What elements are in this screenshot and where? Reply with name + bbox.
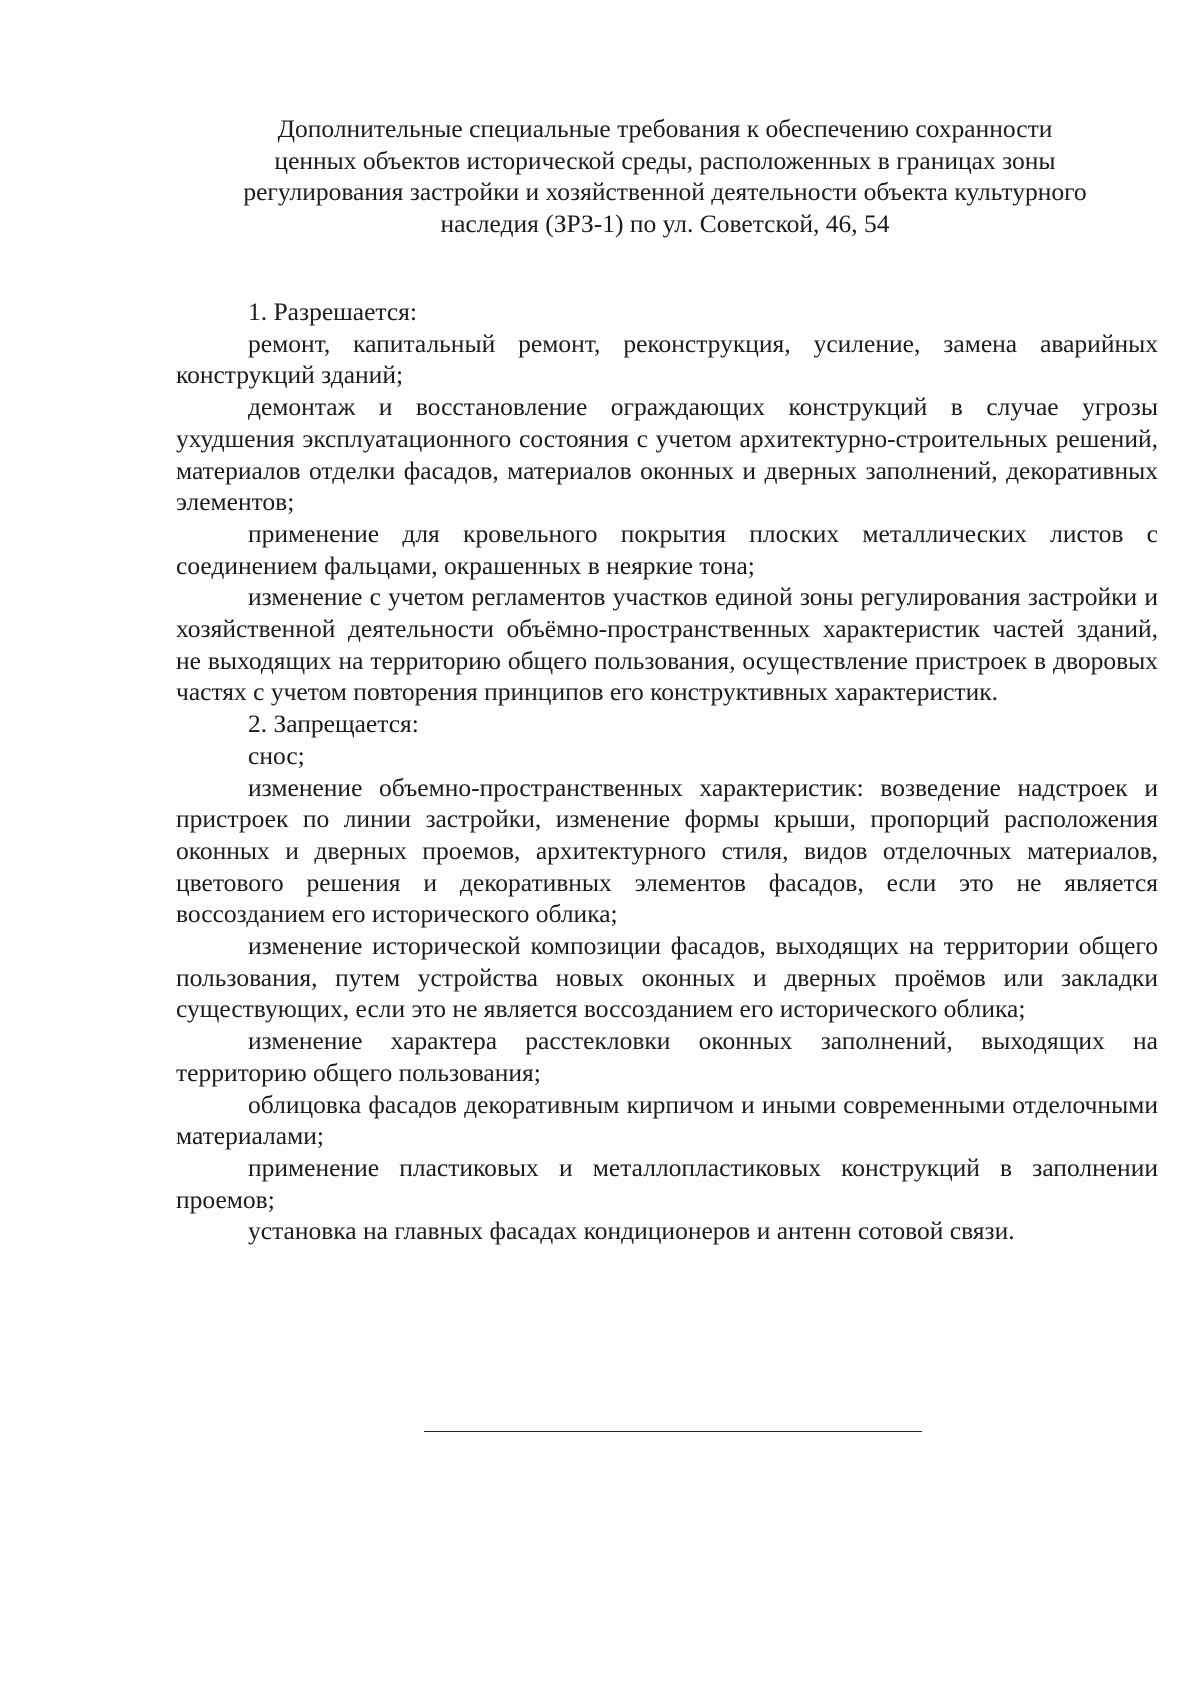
prohibited-item: облицовка фасадов декоративным кирпичом и иными современными отделочными материалами; bbox=[176, 1089, 1158, 1151]
allowed-item: демонтаж и восстановление ограждающих конструкций в случае угрозы ухудшения эксплуатационного состояния с учетом архитектурно-строительных решений, материалов отделки фасадов, материалов оконных и дверных заполнений, декоративных элементов; bbox=[176, 392, 1158, 517]
title-line: ценных объектов исторической среды, расположенных в границах зоны bbox=[274, 145, 1056, 175]
title-line: наследия (ЗРЗ-1) по ул. Советской, 46, 54 bbox=[440, 208, 890, 238]
allowed-item: применение для кровельного покрытия плоских металлических листов с соединением фальцами, окрашенных в неяркие тона; bbox=[176, 518, 1158, 580]
title-line: Дополнительные специальные требования к обеспечению сохранности bbox=[277, 114, 1053, 143]
section-heading-allowed: 1. Разрешается: bbox=[248, 297, 417, 326]
section-heading-prohibited: 2. Запрещается: bbox=[248, 709, 419, 739]
prohibited-item: изменение характера расстекловки оконных заполнений, выходящих на территорию общего пользования; bbox=[176, 1026, 1158, 1087]
prohibited-item: установка на главных фасадах кондиционеров и антенн сотовой связи. bbox=[248, 1216, 1015, 1246]
allowed-item: изменение с учетом регламентов участков единой зоны регулирования застройки и хозяйственной деятельности объёмно-пространственных характеристик частей зданий, не выходящих на территорию общего пользования, осуществление пристроек в дворовых частях с учетом повторения принципов его конструктивных характеристик. bbox=[176, 582, 1158, 707]
prohibited-item: изменение объемно-пространственных характеристик: возведение надстроек и пристроек по линии застройки, изменение формы крыши, пропорций расположения оконных и дверных проемов, архитектурного стиля, видов отделочных материалов, цветового решения и декоративных элементов фасадов, если это не является воссозданием его исторического облика; bbox=[176, 772, 1158, 929]
document-body bbox=[176, 296, 1158, 1247]
prohibited-item: применение пластиковых и металлопластиковых конструкций в заполнении проемов; bbox=[176, 1152, 1158, 1214]
allowed-item: ремонт, капитальный ремонт, реконструкция, усиление, замена аварийных конструкций зданий; bbox=[176, 328, 1158, 390]
prohibited-item: изменение исторической композиции фасадов, выходящих на территории общего пользования, путем устройства новых оконных и дверных проёмов или закладки существующих, если это не является воссозданием его исторического облика; bbox=[176, 931, 1158, 1024]
closing-divider bbox=[424, 1431, 922, 1432]
title-line: регулирования застройки и хозяйственной деятельности объекта культурного bbox=[243, 177, 1087, 206]
prohibited-item: снос; bbox=[248, 740, 305, 770]
document-title bbox=[170, 113, 1160, 239]
